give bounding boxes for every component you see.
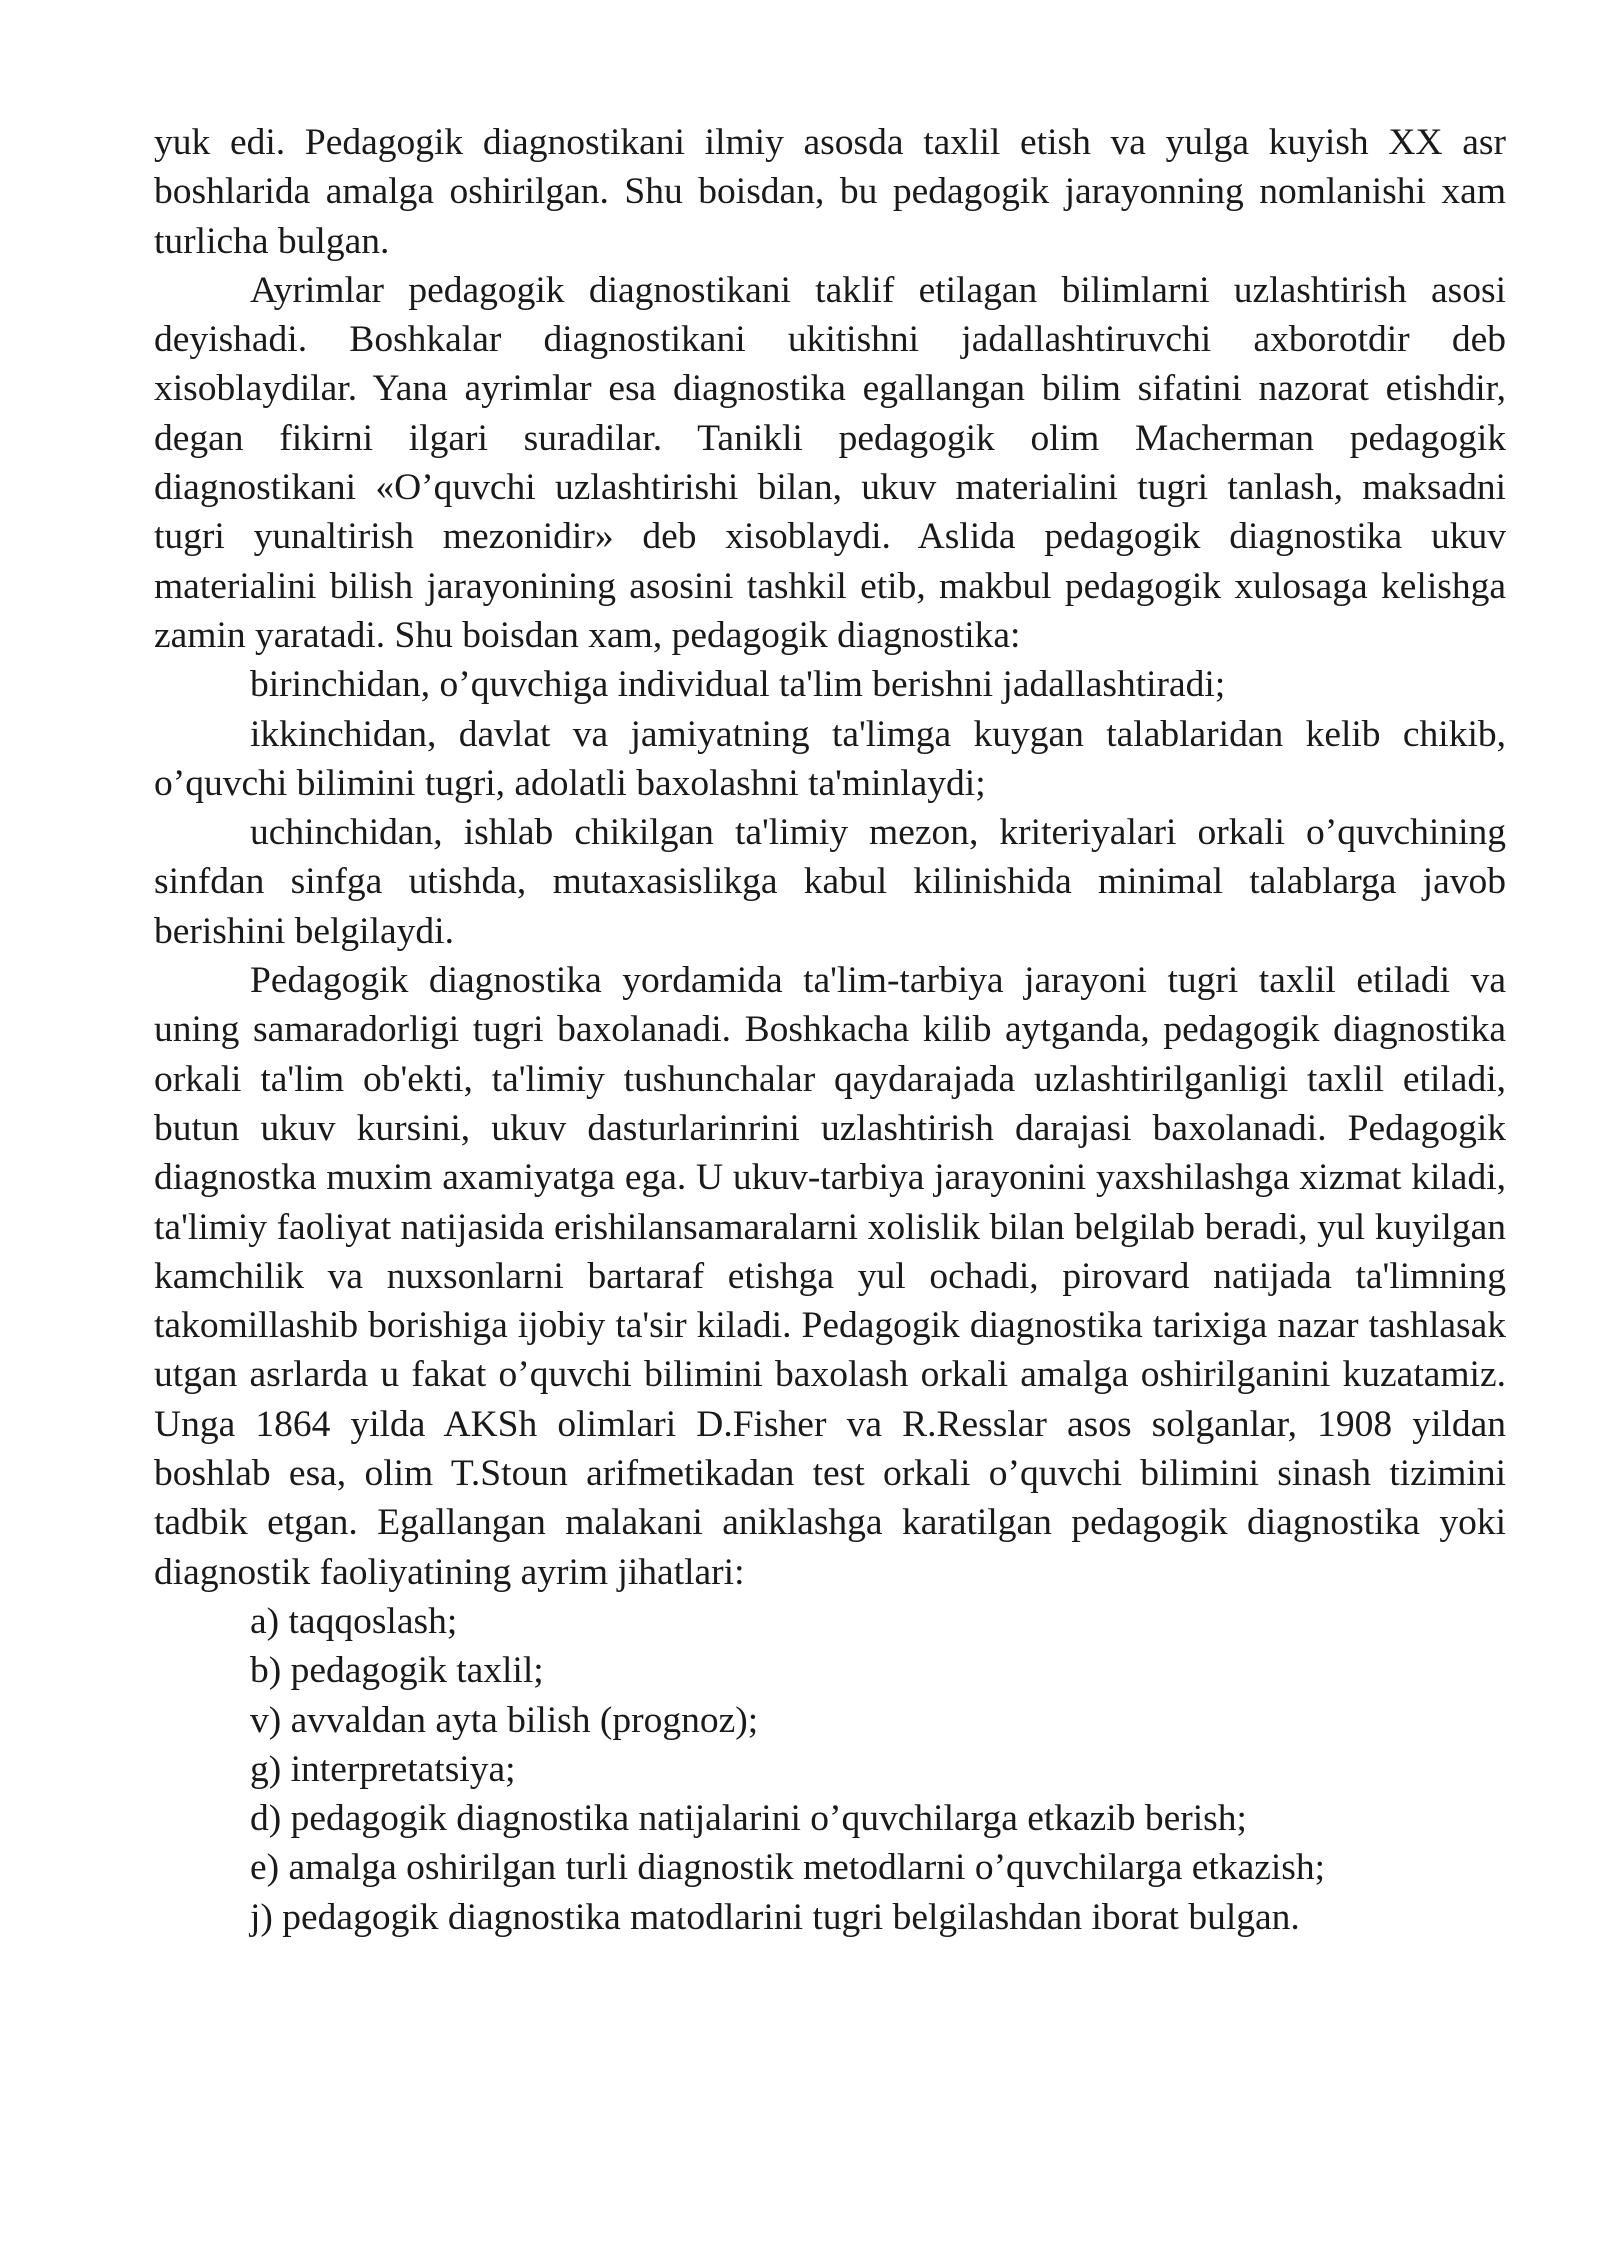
aspects-list: [154, 1597, 1506, 1942]
list-item: j) pedagogik diagnostika matodlarini tugri belgilashdan iborat bulgan.: [250, 1896, 1300, 1938]
list-item: v) avvaldan ayta bilish (prognoz);: [250, 1699, 759, 1741]
list-item: a) taqqoslash;: [250, 1600, 458, 1642]
paragraph-definitions: Ayrimlar pedagogik diagnostikani taklif etilagan bilimlarni uzlashtirish asosi deyishadi. Boshkalar diagnostikani ukitishni jadallashtiruvchi axborotdir deb xisoblaydilar. Yana ayrimlar esa diagnostika egallangan bilim sifatini nazorat etishdir, degan fikirni ilgari suradilar. Tanikli pedagogik olim Macherman pedagogik diagnostikani «O’quvchi uzlashtirishi bilan, ukuv materialini tugri tanlash, maksadni tugri yunaltirish mezonidir» deb xisoblaydi. Aslida pedagogik diagnostika ukuv materialini bilish jarayonining asosini tashkil etib, makbul pedagogik xulosaga kelishga zamin yaratadi. Shu boisdan xam, pedagogik diagnostika:: [154, 269, 1506, 656]
paragraph-first-point: birinchidan, o’quvchiga individual ta'lim berishni jadallashtiradi;: [250, 664, 1226, 706]
paragraph-third-point: uchinchidan, ishlab chikilgan ta'limiy mezon, kriteriyalari orkali o’quvchining sinfdan sinfga utishda, mutaxasislikga kabul kilinishida minimal talablarga javob berishini belgilaydi.: [154, 812, 1506, 952]
paragraph-history: Pedagogik diagnostika yordamida ta'lim-tarbiya jarayoni tugri taxlil etiladi va uning samaradorligi tugri baxolanadi. Boshkacha kilib aytganda, pedagogik diagnostika orkali ta'lim ob'ekti, ta'limiy tushunchalar qaydarajada uzlashtirilganligi taxlil etiladi, butun ukuv kursini, ukuv dasturlarinrini uzlashtirish darajasi baxolanadi. Pedagogik diagnostka muxim axamiyatga ega. U ukuv-tarbiya jarayonini yaxshilashga xizmat kiladi, ta'limiy faoliyat natijasida erishilansamaralarni xolislik bilan belgilab beradi, yul kuyilgan kamchilik va nuxsonlarni bartaraf etishga yul ochadi, pirovard natijada ta'limning takomillashib borishiga ijobiy ta'sir kiladi. Pedagogik diagnostika tarixiga nazar tashlasak utgan asrlarda u fakat o’quvchi bilimini baxolash orkali amalga oshirilganini kuzatamiz. Unga 1864 yilda AKSh olimlari D.Fisher va R.Resslar asos solganlar, 1908 yildan boshlab esa, olim T.Stoun arifmetikadan test orkali o’quvchi bilimini sinash tizimini tadbik etgan. Egallangan malakani aniklashga karatilgan pedagogik diagnostika yoki diagnostik faoliyatining ayrim jihatlari:: [154, 960, 1506, 1593]
list-item: b) pedagogik taxlil;: [250, 1650, 544, 1692]
list-item: e) amalga oshirilgan turli diagnostik metodlarni o’quvchilarga etkazish;: [250, 1847, 1326, 1889]
paragraph-continuation: yuk edi. Pedagogik diagnostikani ilmiy asosda taxlil etish va yulga kuyish XX asr boshlarida amalga oshirilgan. Shu boisdan, bu pedagogik jarayonning nomlanishi xam turlicha bulgan.: [154, 122, 1506, 262]
list-item: d) pedagogik diagnostika natijalarini o’quvchilarga etkazib berish;: [250, 1798, 1247, 1840]
paragraph-second-point: ikkinchidan, davlat va jamiyatning ta'limga kuygan talablaridan kelib chikib, o’quvchi bilimini tugri, adolatli baxolashni ta'minlaydi;: [154, 713, 1506, 804]
list-item: g) interpretatsiya;: [250, 1748, 516, 1790]
document-page: [154, 118, 1506, 1942]
